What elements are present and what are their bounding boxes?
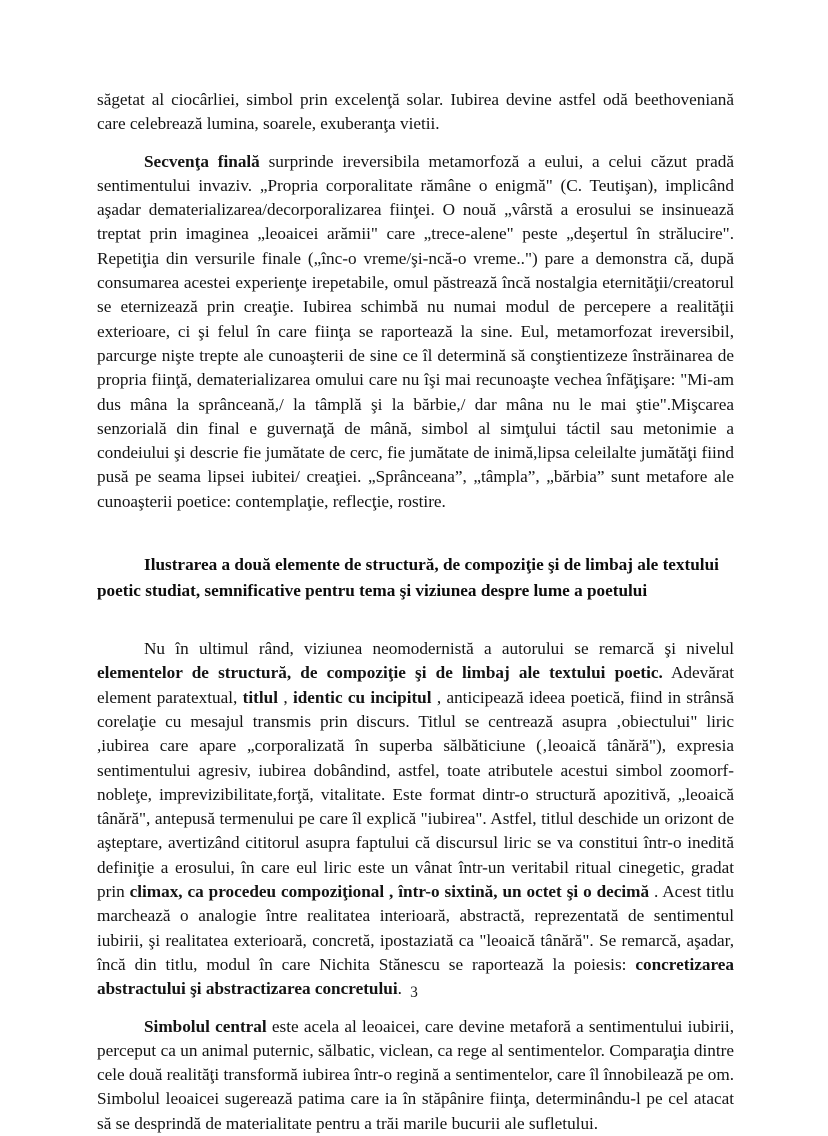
emphasis-secventa-finala: Secvenţa finală bbox=[144, 151, 260, 171]
paragraph-spacer bbox=[97, 1002, 734, 1015]
section-heading-ilustrarea bbox=[97, 552, 734, 604]
paragraph-run: este acela al leoaicei, care devine metaforă a sentimentului iubirii, perceput ca un animal puternic, sălbatic, viclean, ca rege al sentimentelor. Comparaţia dintre cele două realităţi transformă iubirea într-o regină a sentimentelor, care îl înnobilează pe om. Simbolul leoaicei sugerează patima care ia în stăpânire fiinţa, determinându-l pe cel atacat să se desprindă de materialitate pentru a trăi marile bucurii ale sufletului. bbox=[97, 1016, 735, 1133]
paragraph-run: săgetat al ciocârliei, simbol prin excelenţă solar. Iubirea devine astfel odă beethoveniană care celebrează lumina, soarele, exuberanţa vietii. bbox=[97, 90, 734, 134]
paragraph-run: . bbox=[397, 979, 402, 999]
emphasis-climax-compozitional: climax, ca procedeu compoziţional , într-o sixtină, un octet şi o decimă bbox=[129, 882, 650, 902]
emphasis-simbolul-central: Simbolul central bbox=[144, 1016, 267, 1036]
paragraph-run: Nu în ultimul rând, viziunea neomodernistă a autorului se remarcă şi nivelul bbox=[144, 639, 734, 659]
paragraph-run: , anticipează ideea poetică, fiind in strânsă corelaţie cu mesajul transmis prin discurs. Titlul se centrează asupra ‚obiectului" liric ,iubirea care apare „corporalizată în superba sălbăticiune (‚leoaică tânără"), expresia sentimentului agresiv, iubirea dobândind, astfel, toate atributele acestui simbol zoomorf- nobleţe, imprevizibilitate,forţă, vitalitate. Este format dintr-o structură apozitivă, „leoaică tânără", antepusă termenului pe care îl explică "iubirea". Astfel, titlul deschide un orizont de aşteptare, avertizând cititorul asupra faptului că discursul liric se va constitui într-o inedită definiţie a erosului, în care eul liric este un vânat într-un veritabil ritual cinegetic, gradat prin bbox=[97, 687, 735, 902]
paragraph-run: surprinde ireversibila metamorfoză a eului, a celui căzut pradă sentimentului invaziv. „Propria corporalitate rămâne o enigmă" (C. Teutişan), implicând aşadar dematerializarea/decorporalizarea fiinţei. O nouă „vârstă a erosului se insinuează treptat prin imaginea „leoaicei arămii" care „trece-alene" peste „deşertul în strălucire". Repetiţia din versurile finale („înc-o vreme/şi-ncă-o vreme..") pare a demonstra că, după consumarea acestei experienţe irepetabile, omul păstrează încă nostalgia eternităţii/creatorul se eternizează prin creaţie. Iubirea schimbă nu numai modul de percepere a realităţii exterioare, ci şi felul în care fiinţa se raportează la sine. Eul, metamorfozat ireversibil, parcurge nişte trepte ale cunoaşterii de sine ce îl determină să conştientizeze înstrăinarea de propria fiinţă, dematerializarea omului care nu îşi mai recunoaşte vechea înfăţişare: "Mi-am dus mâna la sprânceană,/ la tâmplă şi la bărbie,/ dar mâna nu le mai ştie".Mişcarea senzorială din final e guvernaţă de mână, simbol al simţului táctil sau metonimie a condeiului şi descrie fie jumătate de cerc, fie jumătate de inimă,lipsa celeilalte jumătăţi fiind pusă pe seama lipsei iubitei/ creaţiei. „Sprânceana”, „tâmpla”, „bărbia” sunt metafore ale cunoaşterii poetice: contemplaţie, reflecţie, rostire. bbox=[97, 151, 734, 511]
paragraph-spacer bbox=[97, 137, 734, 150]
heading-spacer bbox=[97, 604, 734, 637]
paragraph-elemente-structura bbox=[97, 637, 734, 1001]
paragraph-run: Adevărat element paratextual, bbox=[97, 663, 734, 707]
page-number: 3 bbox=[410, 984, 418, 1001]
paragraph-simbolul-central bbox=[97, 1015, 734, 1136]
page-body-text bbox=[97, 88, 734, 1136]
paragraph-run: , bbox=[278, 687, 293, 707]
section-heading-text: Ilustrarea a două elemente de structură, de compoziţie şi de limbaj ale textului poetic studiat, semnificative pentru tema şi viziunea despre lume a poetului bbox=[97, 555, 719, 601]
paragraph-opening bbox=[97, 88, 734, 137]
section-spacer bbox=[97, 514, 734, 552]
emphasis-elementelor-de-structura: elementelor de structură, de compoziţie şi de limbaj ale textului poetic. bbox=[97, 663, 663, 683]
paragraph-run: . Acest titlu marchează o analogie între realitatea interioară, abstractă, reprezentată de sentimentul iubirii, şi realitatea exterioară, concretă, ipostaziată ca "leoaică tânără". Se remarcă, aşadar, încă din titlu, modul în care Nichita Stănescu se raportează la poiesis: bbox=[97, 882, 734, 974]
emphasis-identic-cu-incipitul: identic cu incipitul bbox=[292, 687, 432, 707]
paragraph-secventa-finala bbox=[97, 150, 734, 514]
emphasis-titlul: titlul bbox=[242, 687, 279, 707]
emphasis-concretizarea-abstractului: concretizarea abstractului şi abstractizarea concretului bbox=[97, 954, 734, 999]
